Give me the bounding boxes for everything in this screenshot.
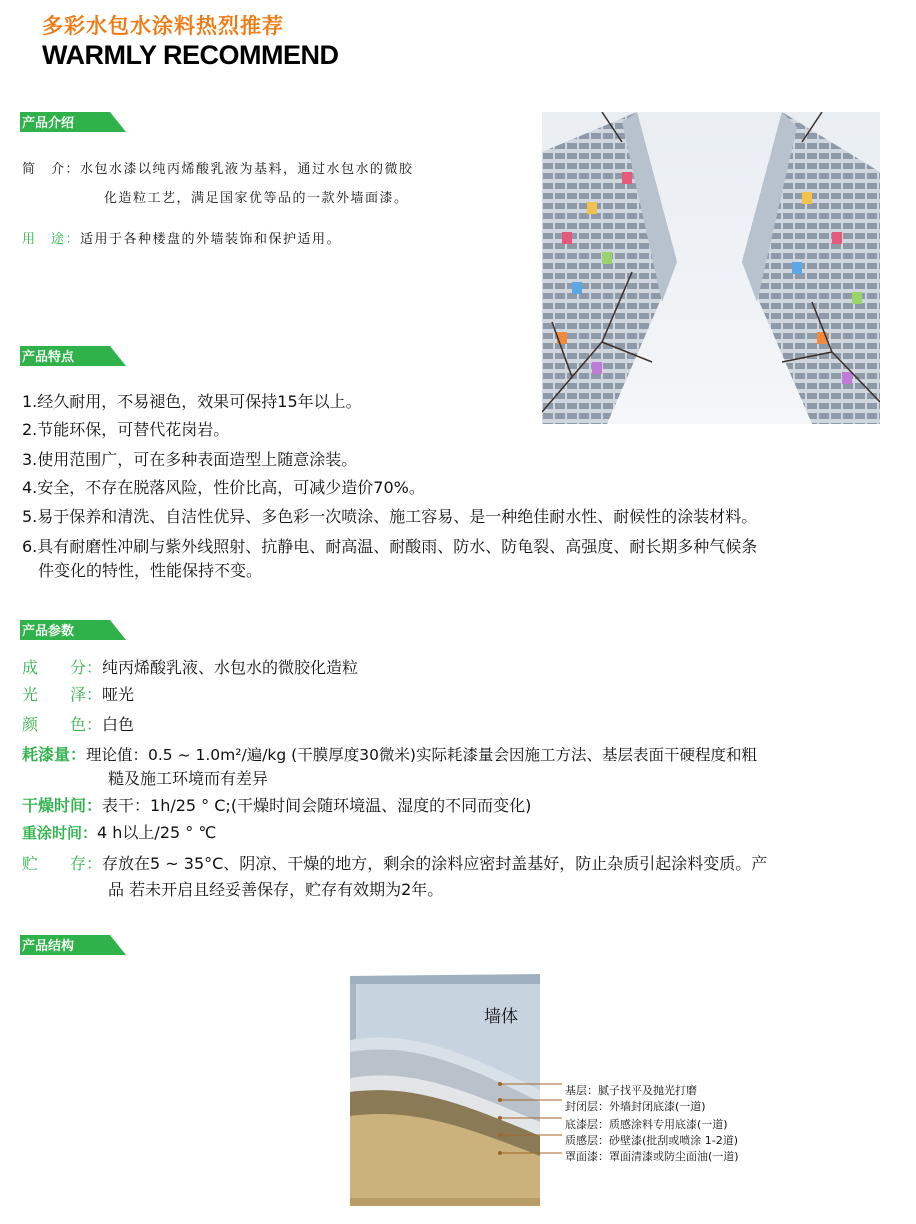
- param-consumption-continued: 糙及施工环境而有差异: [108, 769, 269, 788]
- param-consumption: [22, 742, 757, 765]
- feature-item: 2.节能环保，可替代花岗岩。: [22, 420, 230, 439]
- use-text: 适用于各种楼盘的外墙装饰和保护适用。: [80, 232, 342, 247]
- dry-label: 干燥时间：: [22, 796, 103, 815]
- param-storage: [22, 851, 767, 874]
- section-tag-intro: [20, 112, 126, 132]
- layer-label-texture: 质感层：砂壁漆(批刮或喷涂 1-2道): [565, 1134, 739, 1147]
- param-gloss: [22, 682, 134, 705]
- section-tag-label: 产品参数: [22, 624, 75, 639]
- feature-item: 4.安全，不存在脱落风险，性价比高，可减少造价70%。: [22, 478, 425, 497]
- layer-label-primer: 底漆层：质感涂料专用底漆(一道): [565, 1118, 728, 1131]
- dry-value: 表干：1h/25 ° C;(干燥时间会随环境温、湿度的不同而变化): [102, 796, 532, 815]
- feature-item-continued: 件变化的特性，性能保持不变。: [38, 561, 263, 580]
- feature-item: 6.具有耐磨性冲刷与紫外线照射、抗静电、耐高温、耐酸雨、防水、防龟裂、高强度、耐长期多种气候条: [22, 537, 758, 556]
- param-composition: [22, 655, 358, 678]
- layer-label-topcoat: 罩面漆：罩面清漆或防尘面油(一道): [565, 1150, 739, 1163]
- layer-label-seal: 封闭层：外墙封闭底漆(一道): [565, 1100, 706, 1113]
- building-photo: [542, 112, 880, 424]
- section-tag-params: [20, 620, 126, 640]
- param-dry-time: [22, 793, 531, 816]
- wall-label: 墙体: [484, 1007, 518, 1027]
- brief-text: 水包水漆以纯丙烯酸乳液为基料，通过水包水的微胶: [80, 162, 414, 177]
- section-tag-features: [20, 346, 126, 366]
- feature-item: 1.经久耐用，不易褪色，效果可保持15年以上。: [22, 392, 362, 411]
- layer-structure-diagram: [350, 970, 770, 1210]
- param-storage-continued: 品 若未开启且经妥善保存，贮存有效期为2年。: [108, 880, 444, 899]
- section-tag-label: 产品结构: [22, 939, 75, 954]
- recoat-label: 重涂时间：: [22, 824, 98, 842]
- section-tag-structure: [20, 935, 126, 955]
- param-color: [22, 712, 134, 735]
- layer-label-base: 基层：腻子找平及抛光打磨: [565, 1084, 697, 1097]
- intro-brief-row2: 化造粒工艺，满足国家优等品的一款外墙面漆。: [104, 191, 409, 206]
- recoat-value: 4 h以上/25 ° ℃: [97, 823, 217, 842]
- storage-value: 存放在5 ~ 35°C、阴凉、干燥的地方，剩余的涂料应密封盖基好，防止杂质引起涂料变质。产: [102, 854, 768, 873]
- page-title-cn: 多彩水包水涂料热烈推荐: [42, 14, 284, 38]
- gloss-value: 哑光: [102, 685, 135, 704]
- storage-label: 贮 存：: [22, 854, 103, 873]
- feature-item: 3.使用范围广，可在多种表面造型上随意涂装。: [22, 450, 358, 469]
- page-title-en: WARMLY RECOMMEND: [42, 40, 339, 70]
- intro-use-row: [22, 228, 341, 247]
- color-value: 白色: [102, 715, 135, 734]
- consumption-label: 耗漆量：: [22, 745, 87, 764]
- composition-label: 成 分：: [22, 658, 103, 677]
- color-label: 颜 色：: [22, 715, 103, 734]
- section-tag-label: 产品特点: [22, 350, 75, 365]
- composition-value: 纯丙烯酸乳液、水包水的微胶化造粒: [102, 658, 359, 677]
- brief-label: 简 介：: [22, 162, 81, 177]
- section-tag-label: 产品介绍: [22, 116, 75, 131]
- gloss-label: 光 泽：: [22, 685, 103, 704]
- consumption-value: 理论值：0.5 ~ 1.0m²/遍/kg (干膜厚度30微米)实际耗漆量会因施工方法、基层表面干硬程度和粗: [86, 746, 757, 764]
- param-recoat-time: [22, 820, 216, 843]
- intro-brief-row: [22, 158, 414, 177]
- feature-item: 5.易于保养和清洗、自洁性优异、多色彩一次喷涂、施工容易、是一种绝佳耐水性、耐候性的涂装材料。: [22, 507, 758, 526]
- use-label: 用 途：: [22, 232, 81, 247]
